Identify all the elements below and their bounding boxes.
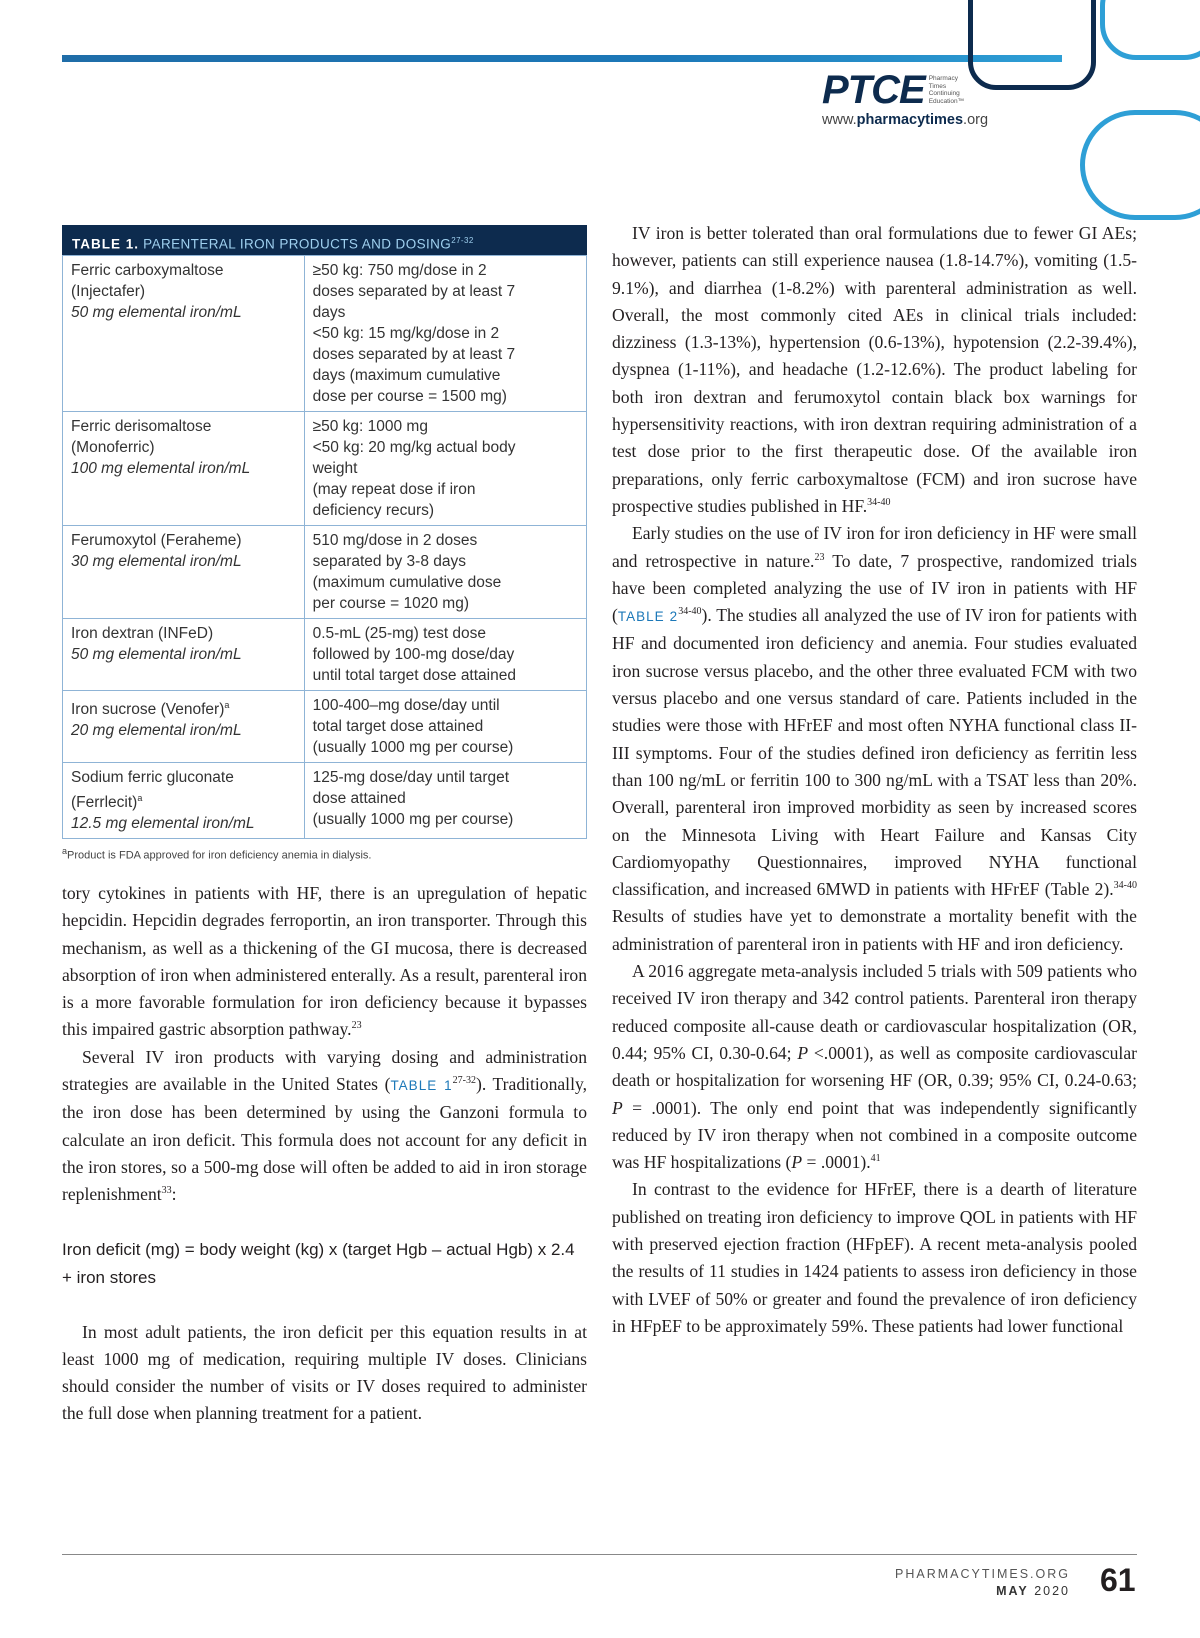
dosing-cell	[304, 526, 586, 619]
citation: 34-40	[867, 497, 891, 509]
right-paragraph-3	[612, 958, 1137, 1176]
dosing-line: (usually 1000 mg per course)	[312, 739, 514, 756]
logo-sub-line: Continuing	[928, 90, 960, 97]
right-p3-text: A 2016 aggregate meta-analysis included 5 trials with 509 patients who received IV iron therapy and 342 control patients. Parenteral iron therapy reduced composite all-cause death or cardiovascular hospitalization (OR, 0.44; 95% CI, 0.30-0.64;	[612, 961, 1137, 1063]
table-2-reference[interactable]: TABLE 2	[617, 609, 679, 625]
left-p2-text: Several IV iron products with varying dosing and administration strategies are available in the United States (	[62, 1046, 587, 1095]
product-name-line	[71, 623, 296, 644]
dosing-line: days	[312, 304, 346, 321]
product-name-line	[71, 530, 296, 551]
table-footnote	[62, 846, 372, 862]
dosing-line: <50 kg: 20 mg/kg actual body	[312, 439, 516, 456]
table-title-text: PARENTERAL IRON PRODUCTS AND DOSING	[143, 236, 452, 252]
dosing-line: (maximum cumulative dose	[312, 574, 502, 591]
dosing-line: weight	[312, 460, 358, 477]
header-site-url[interactable]	[822, 112, 988, 128]
citation: 34-40	[678, 606, 702, 618]
right-p2-text: To date, 7 prospective, randomized trials have been completed analyzing the use of IV iron in patients with HF (	[612, 550, 1138, 626]
right-p2-text: Results of studies have yet to demonstrate a mortality benefit with the administration of parenteral iron in patients with HF and iron deficiency.	[612, 906, 1137, 954]
product-name-text: Iron sucrose (Venofer)	[71, 701, 225, 719]
header-decoration-blue-bottom	[1080, 110, 1200, 220]
elemental-iron-concentration: 12.5 mg elemental iron/mL	[71, 815, 255, 833]
product-name-line	[71, 416, 296, 437]
dosing-line: followed by 100-mg dose/day	[312, 646, 515, 663]
product-name-line	[71, 260, 296, 281]
dosing-line: (usually 1000 mg per course)	[312, 811, 514, 828]
footer-year: 2020	[1034, 1584, 1070, 1598]
dosing-line: 125-mg dose/day until target	[312, 769, 510, 786]
dosing-line: 0.5-mL (25-mg) test dose	[312, 625, 487, 642]
elemental-iron-concentration: 100 mg elemental iron/mL	[71, 460, 251, 477]
p-value-symbol: P	[791, 1152, 803, 1173]
table-row	[63, 256, 587, 412]
dosing-cell	[304, 691, 586, 763]
dosing-line: dose per course = 1500 mg)	[312, 388, 507, 405]
dosing-cell	[304, 619, 586, 691]
p-value-symbol: P	[797, 1042, 809, 1063]
right-p1-text: IV iron is better tolerated than oral formulations due to fewer GI AEs; however, patients can still experience nausea (1.8-14.7%), vomiting (1.5-9.1%), and diarrhea (1-8.2%) with parenteral administration as well. Overall, the most commonly cited AEs in clinical trials included: dizziness (1.3-13%), hypertension (0.6-13%), hypotension (2.2-39.4%), dyspnea (1-11%), and headache (1.2-12.6%). The product labeling for both iron dextran and ferumoxytol contain black box warnings for hypersensitivity reactions, with iron dextran requiring administration of a test dose prior to the first therapeutic dose. Of the available iron preparations, only ferric carboxymaltose (FCM) and iron sucrose have prospective studies published in HF.	[612, 223, 1137, 516]
footer-rule	[62, 1554, 1137, 1555]
product-name-line	[71, 695, 296, 720]
dosing-line: total target dose attained	[312, 718, 484, 735]
footnote-text: Product is FDA approved for iron deficiency anemia in dialysis.	[67, 849, 372, 862]
table-row	[63, 619, 587, 691]
table-1	[62, 225, 587, 839]
footer-site: PHARMACYTIMES.ORG	[895, 1567, 1070, 1581]
product-cell	[63, 526, 305, 619]
dosing-cell	[304, 256, 586, 412]
logo-mark: PTCE	[822, 68, 925, 112]
footnote-mark: a	[62, 846, 68, 856]
elemental-iron-concentration: 50 mg elemental iron/mL	[71, 304, 242, 321]
product-name-text: Ferric carboxymaltose	[71, 262, 224, 279]
site-suffix: .org	[963, 112, 989, 128]
table-row	[63, 763, 587, 839]
header-decoration-blue-top	[1100, 0, 1200, 60]
product-name-text: Ferumoxytol (Feraheme)	[71, 532, 242, 549]
product-name-text: (Monoferric)	[71, 439, 155, 456]
logo-sub-line: Times	[928, 82, 947, 90]
site-prefix: www.	[822, 112, 857, 128]
product-name-line	[71, 437, 296, 458]
page-number: 61	[1100, 1562, 1136, 1598]
ptce-logo	[822, 70, 964, 110]
right-p3-text: <.0001), as well as composite cardiovascular death or hospitalization for worsening HF (OR, 0.39; 95% CI, 0.24-0.63;	[612, 1042, 1137, 1091]
citation: 33	[161, 1185, 172, 1197]
right-p3-text: = .0001). The only end point that was independently significantly reduced by IV iron therapy when not combined in a composite outcome was HF hospitalizations (	[612, 1097, 1137, 1173]
header-rule	[62, 55, 1062, 62]
left-paragraph-1	[62, 880, 587, 1044]
left-p2-text: ). Traditionally, the iron dose has been determined by using the Ganzoni formula to calculate an iron deficit. This formula does not account for any deficit in the iron stores, so a 500-mg dose will often be added to aid in iron storage replenishment	[62, 1074, 588, 1205]
footnote-mark: a	[137, 793, 143, 803]
footer-date	[996, 1584, 1070, 1598]
header-decoration-navy	[968, 0, 1096, 90]
dosing-cell	[304, 763, 586, 839]
dosing-line: <50 kg: 15 mg/kg/dose in 2	[312, 325, 500, 342]
right-column	[612, 220, 1137, 1340]
logo-subtitle	[929, 75, 964, 105]
dosing-line: separated by 3-8 days	[312, 553, 466, 570]
dosing-line: until total target dose attained	[312, 667, 516, 684]
dosing-line: (may repeat dose if iron	[312, 481, 476, 498]
product-cell	[63, 763, 305, 839]
left-p1-text: tory cytokines in patients with HF, there is an upregulation of hepatic hepcidin. Hepcidin degrades ferroportin, an iron transporter. Through this mechanism, as well as a thickening of the GI mucosa, there is decreased absorption of iron when administered enterally. As a result, parenteral iron is a more favorable formulation for iron deficiency because it bypasses this impaired gastric absorption pathway.	[62, 883, 587, 1040]
dosing-line: days (maximum cumulative	[312, 367, 501, 384]
p-value-symbol: P	[612, 1097, 623, 1118]
site-name: pharmacytimes	[856, 112, 964, 128]
table-title	[62, 225, 587, 255]
dosing-line: doses separated by at least 7	[312, 283, 516, 300]
right-p3-text: = .0001).	[802, 1152, 871, 1173]
right-paragraph-2	[612, 520, 1137, 958]
citation: 27-32	[452, 1075, 476, 1087]
citation: 23	[814, 551, 825, 563]
logo-sub-line: Pharmacy	[928, 75, 958, 82]
elemental-iron-concentration: 20 mg elemental iron/mL	[71, 722, 242, 740]
table-label: TABLE 1.	[72, 236, 140, 252]
citation: 34-40	[1113, 880, 1137, 892]
table-row	[63, 691, 587, 763]
table-title-ref: 27-32	[451, 236, 474, 245]
dosing-line: per course = 1020 mg)	[312, 595, 469, 612]
dosing-line: deficiency recurs)	[312, 502, 435, 519]
right-p2-text: ). The studies all analyzed the use of IV iron for patients with HF and documented iron deficiency and anemia. Four studies evaluated iron sucrose versus placebo, and the other three evaluated FCM with two versus placebo and one versus standard of care. Patients included in the studies were those with HFrEF and most often NYHA functional class II-III symptoms. Four of the studies defined iron deficiency as ferritin less than 100 ng/mL or ferritin 100 to 300 ng/mL with a TSAT less than 20%. Overall, parenteral iron improved morbidity as seen by increased scores on the Minnesota Living with Heart Failure and Kansas City Cardiomyopathy Questionnaires, improved NYHA functional classification, and increased 6MWD in patients with HFrEF (Table 2).	[612, 605, 1137, 900]
product-cell	[63, 691, 305, 763]
elemental-iron-concentration: 50 mg elemental iron/mL	[71, 646, 242, 663]
dosing-cell	[304, 412, 586, 526]
left-p2-text: :	[171, 1184, 177, 1205]
product-name-text: Ferric derisomaltose	[71, 418, 212, 435]
product-cell	[63, 412, 305, 526]
dosing-line: doses separated by at least 7	[312, 346, 516, 363]
citation: 41	[870, 1153, 881, 1165]
table-1-reference[interactable]: TABLE 1	[390, 1078, 453, 1094]
product-name-line	[71, 788, 296, 813]
right-paragraph-4: In contrast to the evidence for HFrEF, there is a dearth of literature published on treating iron deficiency to improve QOL in patients with HF with preserved ejection fraction (HFpEF). A recent meta-analysis pooled the results of 11 studies in 1424 patients to assess iron deficiency in those with LVEF of 50% or greater and found the prevalence of iron deficiency in HFpEF to be approximately 59%. These patients had lower functional	[612, 1179, 1137, 1336]
elemental-iron-concentration: 30 mg elemental iron/mL	[71, 553, 242, 570]
left-paragraph-2	[62, 1044, 587, 1209]
dosing-line: ≥50 kg: 750 mg/dose in 2	[312, 262, 487, 279]
iron-products-table	[62, 255, 587, 839]
dosing-line: 100-400–mg dose/day until	[312, 697, 500, 714]
footnote-mark: a	[224, 700, 230, 710]
dosing-line: dose attained	[312, 790, 406, 807]
ganzoni-formula: Iron deficit (mg) = body weight (kg) x (target Hgb – actual Hgb) x 2.4 + iron stores	[62, 1239, 575, 1287]
product-name-text: Iron dextran (INFeD)	[71, 625, 214, 642]
citation: 23	[351, 1020, 362, 1032]
footer-month: MAY	[996, 1584, 1029, 1598]
product-name-line	[71, 767, 296, 788]
dosing-line: ≥50 kg: 1000 mg	[312, 418, 428, 435]
table-row	[63, 412, 587, 526]
product-cell	[63, 256, 305, 412]
logo-sub-line: Education™	[928, 97, 965, 105]
right-p2-text: Early studies on the use of IV iron for iron deficiency in HF were small and retrospective in nature.	[612, 523, 1137, 571]
product-name-text: (Ferrlecit)	[71, 794, 138, 812]
right-paragraph-1	[612, 220, 1137, 520]
product-name-text: (Injectafer)	[71, 283, 146, 300]
product-name-line	[71, 281, 296, 302]
left-paragraph-3: In most adult patients, the iron deficit per this equation results in at least 1000 mg of medication, requiring multiple IV doses. Clinicians should consider the number of visits or IV doses required to administer the full dose when planning treatment for a patient.	[62, 1321, 587, 1424]
dosing-line: 510 mg/dose in 2 doses	[312, 532, 478, 549]
table-row	[63, 526, 587, 619]
product-name-text: Sodium ferric gluconate	[71, 769, 234, 786]
left-column	[62, 880, 587, 1428]
product-cell	[63, 619, 305, 691]
